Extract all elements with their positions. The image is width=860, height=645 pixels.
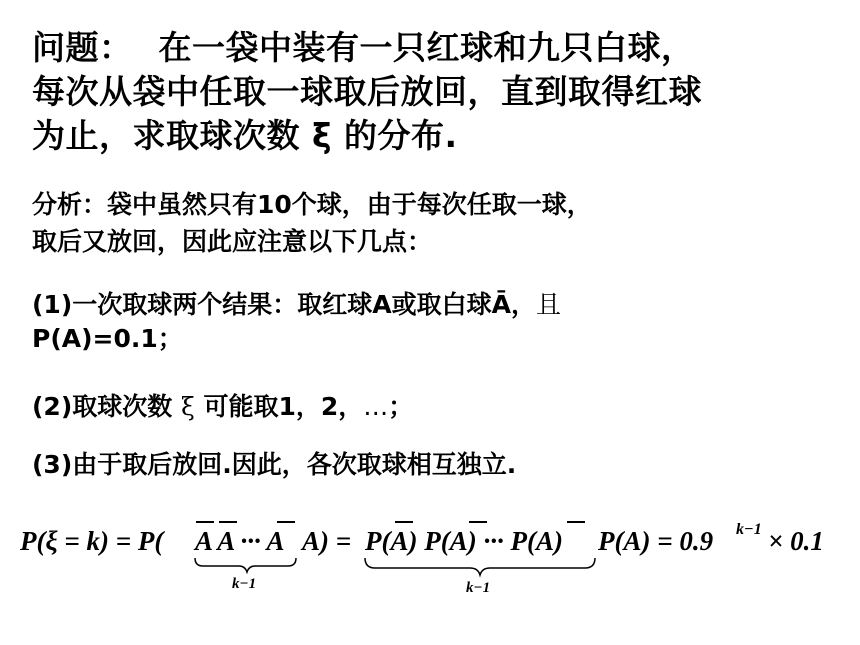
analysis-section [32, 186, 842, 260]
point-1-line-1 [32, 288, 561, 322]
problem-line-2: 每次从袋中任取一球取后放回，直到取得红球 [32, 72, 702, 111]
point-2 [32, 390, 413, 424]
problem-text-1: 在一袋中装有一只红球和九只白球， [158, 28, 695, 67]
analysis-line-2: 取后又放回，因此应注意以下几点： [32, 227, 433, 256]
point-1 [32, 288, 561, 356]
formula-svg [20, 508, 840, 608]
underbrace-1 [195, 558, 296, 572]
formula-times: × 0.1 [768, 526, 824, 556]
formula-product: P(A) P(A) ··· P(A) [365, 526, 563, 556]
point-2-text-c: ； [388, 392, 414, 421]
point-1-conjunction: 且 [535, 290, 561, 319]
underbrace-1-label: k−1 [232, 576, 257, 592]
underbrace-2 [365, 558, 595, 575]
xi-symbol: ξ [180, 392, 195, 421]
formula-tail: P(A) = 0.9 [598, 526, 714, 556]
problem-statement [32, 26, 842, 158]
analysis-line-1: 分析：袋中虽然只有10个球，由于每次任取一球， [32, 190, 592, 219]
formula-mid: A) = [302, 526, 352, 556]
formula-abar-seq: A A ··· A [195, 526, 285, 556]
problem-label: 问题： [32, 28, 133, 67]
probability-formula [20, 508, 840, 608]
underbrace-2-label: k−1 [466, 580, 491, 596]
point-2-text-a: (2)取球次数 [32, 392, 181, 421]
point-2-text-b: 可能取1，2， [194, 392, 364, 421]
point-3: (3)由于取后放回.因此，各次取球相互独立. [32, 450, 517, 479]
problem-line-3: 为止，求取球次数 ξ 的分布. [32, 116, 458, 155]
ellipsis: … [363, 392, 389, 421]
formula-lhs: P(ξ = k) = P( [20, 526, 164, 556]
point-1-line-2: P(A)=0.1； [32, 324, 183, 353]
point-1-text: (1)一次取球两个结果：取红球A或取白球Ā， [32, 290, 536, 319]
formula-exponent: k−1 [736, 521, 762, 538]
problem-line-1 [32, 26, 842, 70]
